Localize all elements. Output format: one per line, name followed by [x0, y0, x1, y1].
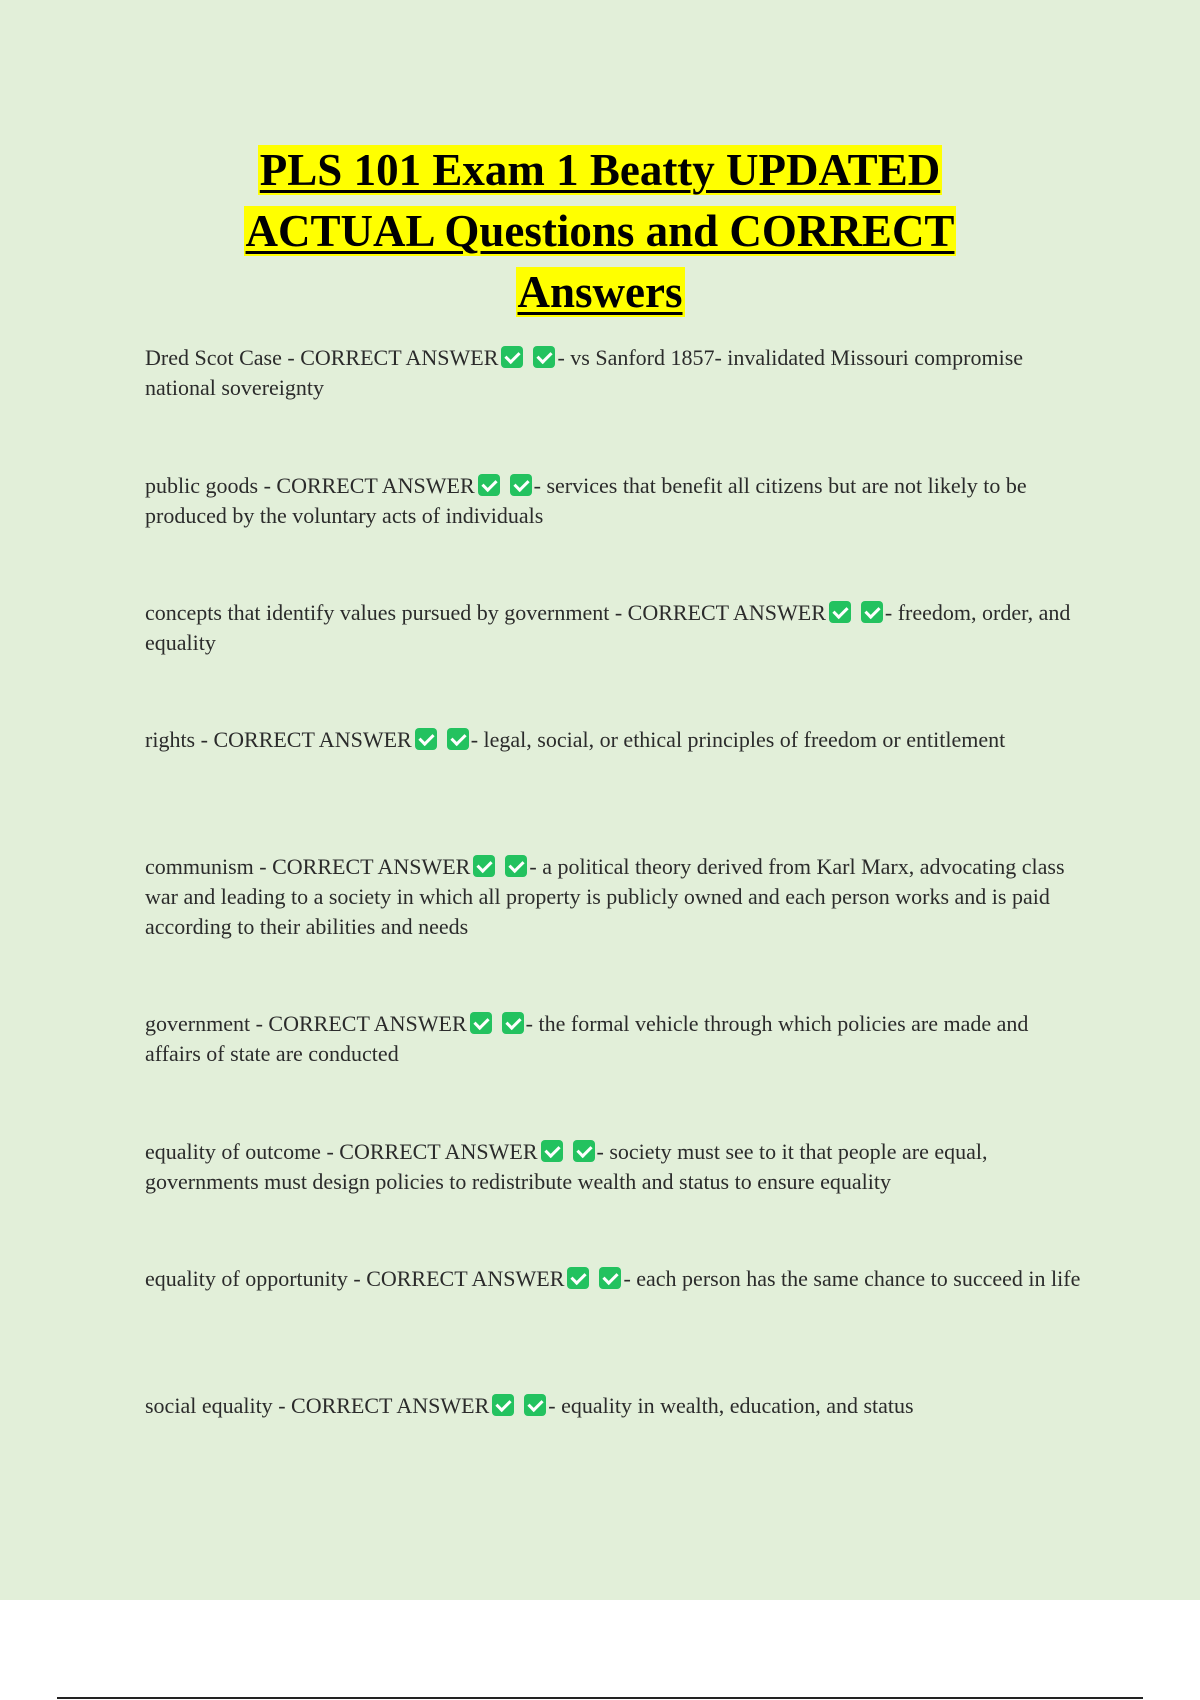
- title-block: [150, 140, 1050, 323]
- qa-item: equality of outcome - CORRECT ANSWER - society must see to it that people are equal, governments must design policies to redistribute wealth and status to ensure equality: [145, 1139, 988, 1194]
- qa-term: equality of outcome: [145, 1139, 321, 1164]
- qa-term: rights: [145, 727, 196, 752]
- green-checkmark-icon: [501, 346, 523, 368]
- qa-term: public goods: [145, 473, 259, 498]
- green-checkmark-icon: [505, 855, 527, 877]
- qa-term: social equality: [145, 1393, 273, 1418]
- qa-term: concepts that identify values pursued by government: [145, 600, 610, 625]
- green-checkmark-icon: [573, 1140, 595, 1162]
- green-checkmark-icon: [447, 728, 469, 750]
- qa-item: public goods - CORRECT ANSWER - services that benefit all citizens but are not likely to be produced by the voluntary acts of individuals: [145, 473, 1027, 528]
- green-checkmark-icon: [599, 1267, 621, 1289]
- qa-item: government - CORRECT ANSWER - the formal vehicle through which policies are made and affairs of state are conducted: [145, 1011, 1029, 1066]
- qa-item: equality of opportunity - CORRECT ANSWER - each person has the same chance to succeed in life: [145, 1266, 1081, 1291]
- qa-item: communism - CORRECT ANSWER - a political theory derived from Karl Marx, advocating class war and leading to a society in which all property is publicly owned and each person works and is paid according to their abilities and needs: [145, 854, 1065, 939]
- green-checkmark-icon: [492, 1394, 514, 1416]
- qa-answer: vs Sanford 1857- invalidated Missouri compromise national sovereignty: [145, 345, 1024, 400]
- correct-answer-label: CORRECT ANSWER: [339, 1139, 538, 1164]
- qa-term: Dred Scot Case: [145, 345, 282, 370]
- green-checkmark-icon: [861, 601, 883, 623]
- title-line-3: Answers: [517, 267, 683, 317]
- green-checkmark-icon: [533, 346, 555, 368]
- correct-answer-label: CORRECT ANSWER: [300, 345, 499, 370]
- qa-answer: freedom, order, and equality: [145, 600, 1071, 655]
- page-title: [150, 140, 1050, 323]
- green-checkmark-icon: [502, 1012, 524, 1034]
- green-checkmark-icon: [478, 474, 500, 496]
- correct-answer-label: CORRECT ANSWER: [627, 600, 826, 625]
- qa-answer: equality in wealth, education, and status: [561, 1393, 914, 1418]
- title-line-2: ACTUAL Questions and CORRECT: [245, 206, 955, 256]
- qa-term: government: [145, 1011, 251, 1036]
- green-checkmark-icon: [524, 1394, 546, 1416]
- qa-item: Dred Scot Case - CORRECT ANSWER - vs Sanford 1857- invalidated Missouri compromise national sovereignty: [145, 345, 1024, 400]
- green-checkmark-icon: [541, 1140, 563, 1162]
- qa-term: communism: [145, 854, 254, 879]
- qa-item: rights - CORRECT ANSWER - legal, social, or ethical principles of freedom or entitlement: [145, 727, 1006, 752]
- green-checkmark-icon: [829, 601, 851, 623]
- qa-answer: legal, social, or ethical principles of freedom or entitlement: [483, 727, 1006, 752]
- qa-term: equality of opportunity: [145, 1266, 348, 1291]
- qa-answer: society must see to it that people are equal, governments must design policies to redistribute wealth and status to ensure equality: [145, 1139, 988, 1194]
- qa-answer: the formal vehicle through which policies are made and affairs of state are conducted: [145, 1011, 1029, 1066]
- title-line-1: PLS 101 Exam 1 Beatty UPDATED: [259, 145, 941, 195]
- correct-answer-label: CORRECT ANSWER: [272, 854, 471, 879]
- footer-divider: [57, 1697, 1143, 1699]
- qa-answer: each person has the same chance to succeed in life: [636, 1266, 1081, 1291]
- qa-item: concepts that identify values pursued by government - CORRECT ANSWER - freedom, order, and equality: [145, 600, 1071, 655]
- qa-answer: services that benefit all citizens but are not likely to be produced by the voluntary acts of individuals: [145, 473, 1027, 528]
- correct-answer-label: CORRECT ANSWER: [291, 1393, 490, 1418]
- green-checkmark-icon: [415, 728, 437, 750]
- green-checkmark-icon: [510, 474, 532, 496]
- green-checkmark-icon: [567, 1267, 589, 1289]
- correct-answer-label: CORRECT ANSWER: [366, 1266, 565, 1291]
- correct-answer-label: CORRECT ANSWER: [213, 727, 412, 752]
- qa-answer: a political theory derived from Karl Marx, advocating class war and leading to a society in which all property is publicly owned and each person works and is paid according to their abilities and needs: [145, 854, 1065, 939]
- green-checkmark-icon: [473, 855, 495, 877]
- qa-item: social equality - CORRECT ANSWER - equality in wealth, education, and status: [145, 1393, 914, 1418]
- correct-answer-label: CORRECT ANSWER: [268, 1011, 467, 1036]
- green-checkmark-icon: [470, 1012, 492, 1034]
- correct-answer-label: CORRECT ANSWER: [276, 473, 475, 498]
